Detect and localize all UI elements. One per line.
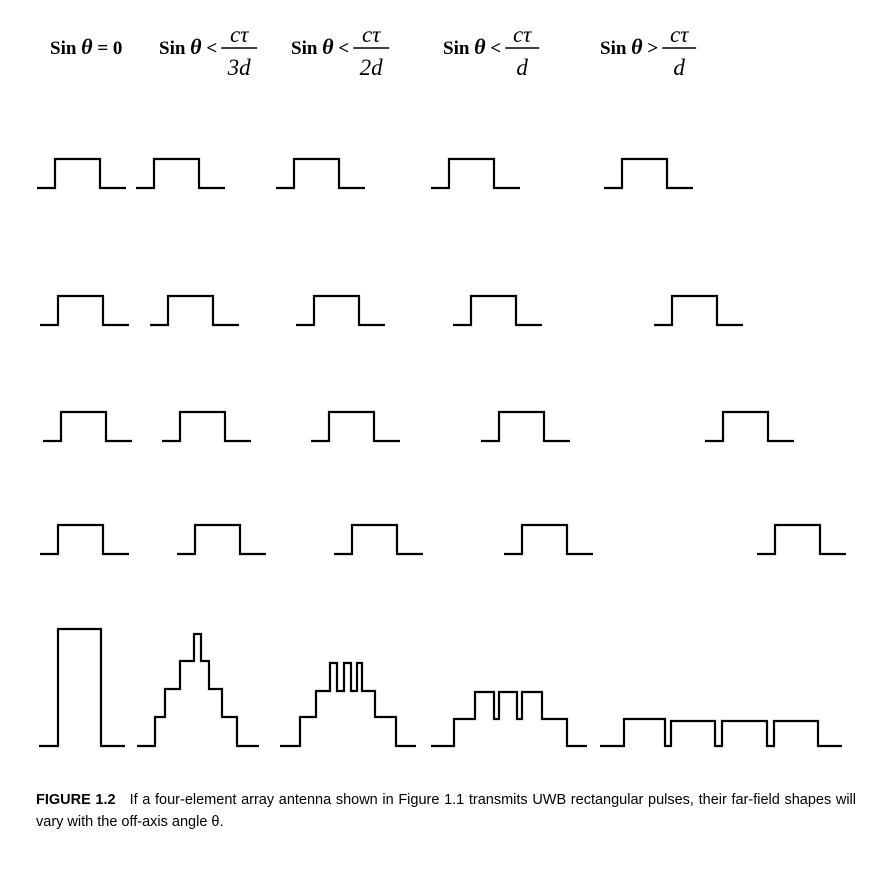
relation-symbol: <	[485, 38, 502, 59]
sum-waveform-c2	[137, 634, 259, 746]
header-label: Sin θ <	[159, 34, 218, 59]
pulse-r2-c3	[296, 296, 385, 325]
header-label: Sin θ >	[600, 34, 659, 59]
header-label: Sin θ = 0	[50, 34, 123, 59]
pulse-r2-c4	[453, 296, 542, 325]
sum-waveform-c3	[280, 663, 416, 746]
pulse-r3-c3	[311, 412, 400, 441]
fraction-denominator: 3d	[227, 55, 251, 80]
column-header-2	[159, 22, 257, 80]
pulse-r4-c3	[334, 525, 423, 554]
sum-waveform-c4	[431, 692, 587, 746]
element-pulses	[37, 159, 846, 554]
pulse-r1-c5	[604, 159, 693, 188]
pulse-r3-c5	[705, 412, 794, 441]
fraction-numerator: cτ	[229, 22, 249, 47]
pulse-r4-c4	[504, 525, 593, 554]
pulse-r2-c2	[150, 296, 239, 325]
relation-symbol: = 0	[92, 38, 123, 59]
relation-symbol: >	[642, 38, 659, 59]
pulse-r1-c2	[136, 159, 225, 188]
column-header-3	[291, 22, 389, 80]
figure-caption	[36, 789, 856, 833]
column-header-5	[600, 22, 696, 80]
fraction-denominator: d	[673, 55, 685, 80]
pulse-r4-c5	[757, 525, 846, 554]
sum-waveform-c5	[600, 719, 842, 746]
fraction-numerator: cτ	[512, 22, 532, 47]
pulse-r4-c1	[40, 525, 129, 554]
theta-symbol: θ	[81, 34, 93, 59]
pulse-r1-c4	[431, 159, 520, 188]
fraction-denominator: d	[516, 55, 528, 80]
pulse-r3-c1	[43, 412, 132, 441]
theta-symbol: θ	[631, 34, 643, 59]
column-headers	[50, 22, 696, 80]
theta-symbol: θ	[322, 34, 334, 59]
header-label: Sin θ <	[443, 34, 502, 59]
relation-symbol: <	[201, 38, 218, 59]
relation-symbol: <	[333, 38, 350, 59]
pulse-r1-c1	[37, 159, 126, 188]
header-label: Sin θ <	[291, 34, 350, 59]
theta-symbol: θ	[190, 34, 202, 59]
caption-label: FIGURE 1.2	[36, 792, 116, 808]
pulse-r2-c1	[40, 296, 129, 325]
pulse-r3-c4	[481, 412, 570, 441]
pulse-r2-c5	[654, 296, 743, 325]
theta-symbol: θ	[474, 34, 486, 59]
column-header-1	[50, 34, 122, 59]
far-field-sum-waveforms	[39, 629, 842, 746]
sum-waveform-c1	[39, 629, 125, 746]
caption-text: If a four-element array antenna shown in Figure 1.1 transmits UWB rectangular pulses, their far-field shapes will vary with the off-axis angle θ.	[36, 792, 856, 830]
pulse-r3-c2	[162, 412, 251, 441]
column-header-4	[443, 22, 539, 80]
fraction-denominator: 2d	[359, 55, 383, 80]
pulse-r1-c3	[276, 159, 365, 188]
fraction-numerator: cτ	[361, 22, 381, 47]
fraction-numerator: cτ	[669, 22, 689, 47]
pulse-r4-c2	[177, 525, 266, 554]
